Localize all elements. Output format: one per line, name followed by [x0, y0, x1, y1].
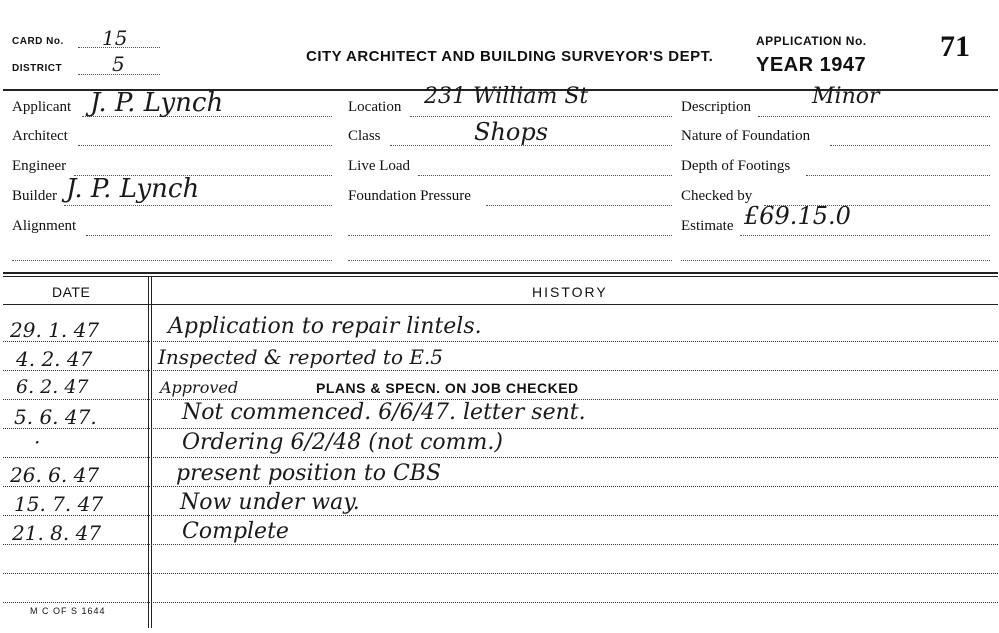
row-entry: Inspected & reported to E.5 — [158, 345, 444, 369]
history-column-header: HISTORY — [532, 284, 608, 300]
architect-label: Architect — [12, 128, 68, 144]
live-load-label: Live Load — [348, 158, 411, 174]
estimate-label: Estimate — [681, 218, 734, 234]
row-date: · — [34, 430, 41, 454]
row-entry: Complete — [182, 519, 289, 544]
department-title: CITY ARCHITECT AND BUILDING SURVEYOR'S DEPT. — [306, 48, 714, 65]
row-line-10 — [3, 602, 998, 603]
row-date: 26. 6. 47 — [10, 463, 100, 487]
card-no-value: 15 — [102, 26, 128, 50]
table-header-rule — [3, 304, 998, 305]
date-column-header: DATE — [52, 284, 91, 300]
builder-label: Builder — [12, 188, 57, 204]
row-date: 5. 6. 47. — [14, 405, 97, 429]
class-label: Class — [348, 128, 381, 144]
estimate-line — [740, 235, 990, 236]
class-value: Shops — [474, 118, 549, 146]
table-top-rule-inner — [3, 276, 998, 277]
row-entry: Approved — [160, 378, 239, 397]
alignment-label: Alignment — [12, 218, 77, 234]
depth-of-footings-line — [806, 175, 990, 176]
row-line-5 — [3, 457, 998, 458]
approval-stamp: PLANS & SPECN. ON JOB CHECKED — [316, 380, 579, 396]
row-line-2 — [3, 370, 998, 371]
row-date: 29. 1. 47 — [10, 318, 100, 342]
builder-line — [64, 205, 332, 206]
row-line-8 — [3, 544, 998, 545]
architect-line — [78, 145, 332, 146]
live-load-line — [418, 175, 672, 176]
description-value: Minor — [812, 84, 880, 109]
year-label: YEAR 1947 — [756, 54, 867, 76]
description-label: Description — [681, 99, 751, 115]
depth-of-footings-label: Depth of Footings — [681, 158, 791, 174]
date-column-divider — [148, 276, 149, 628]
applicant-label: Applicant — [12, 99, 72, 115]
builder-value: J. P. Lynch — [66, 174, 200, 204]
foundation-pressure-line — [486, 205, 672, 206]
card-no-label: CARD No. — [12, 36, 64, 47]
row-date: 21. 8. 47 — [12, 521, 102, 545]
row-line-7 — [3, 515, 998, 516]
location-value: 231 William St — [424, 84, 589, 109]
estimate-value: £69.15.0 — [744, 202, 851, 230]
location-line — [410, 116, 672, 117]
row-line-1 — [3, 341, 998, 342]
row-line-6 — [3, 486, 998, 487]
row-date: 15. 7. 47 — [14, 492, 104, 516]
row-entry: present position to CBS — [176, 461, 442, 486]
form-code: M C OF S 1644 — [30, 606, 106, 616]
applicant-value: J. P. Lynch — [90, 88, 224, 118]
nature-of-foundation-label: Nature of Foundation — [681, 128, 811, 144]
application-no-label: APPLICATION No. — [756, 34, 867, 48]
date-column-divider-inner — [151, 276, 152, 628]
description-line — [758, 116, 990, 117]
row-entry: Now under way. — [180, 490, 360, 515]
engineer-label: Engineer — [12, 158, 67, 174]
row-date: 6. 2. 47 — [16, 376, 89, 398]
row-date: 4. 2. 47 — [16, 347, 93, 371]
row-entry: Not commenced. 6/6/47. letter sent. — [182, 400, 586, 425]
foundation-pressure-label: Foundation Pressure — [348, 188, 471, 204]
grid-blank-line-2 — [348, 260, 672, 261]
district-value: 5 — [112, 52, 125, 76]
row-line-9 — [3, 573, 998, 574]
alignment-line — [86, 235, 332, 236]
grid-blank-line-1 — [12, 260, 332, 261]
column2-blank-line — [348, 235, 672, 236]
location-label: Location — [348, 99, 402, 115]
row-line-4 — [3, 428, 998, 429]
checked-by-label: Checked by — [681, 188, 753, 204]
row-entry: Application to repair lintels. — [168, 314, 482, 339]
grid-blank-line-3 — [681, 260, 990, 261]
row-entry: Ordering 6/2/48 (not comm.) — [182, 430, 503, 455]
district-label: DISTRICT — [12, 63, 63, 74]
table-top-rule — [3, 272, 998, 274]
application-number: 71 — [940, 30, 970, 63]
nature-of-foundation-line — [830, 145, 990, 146]
